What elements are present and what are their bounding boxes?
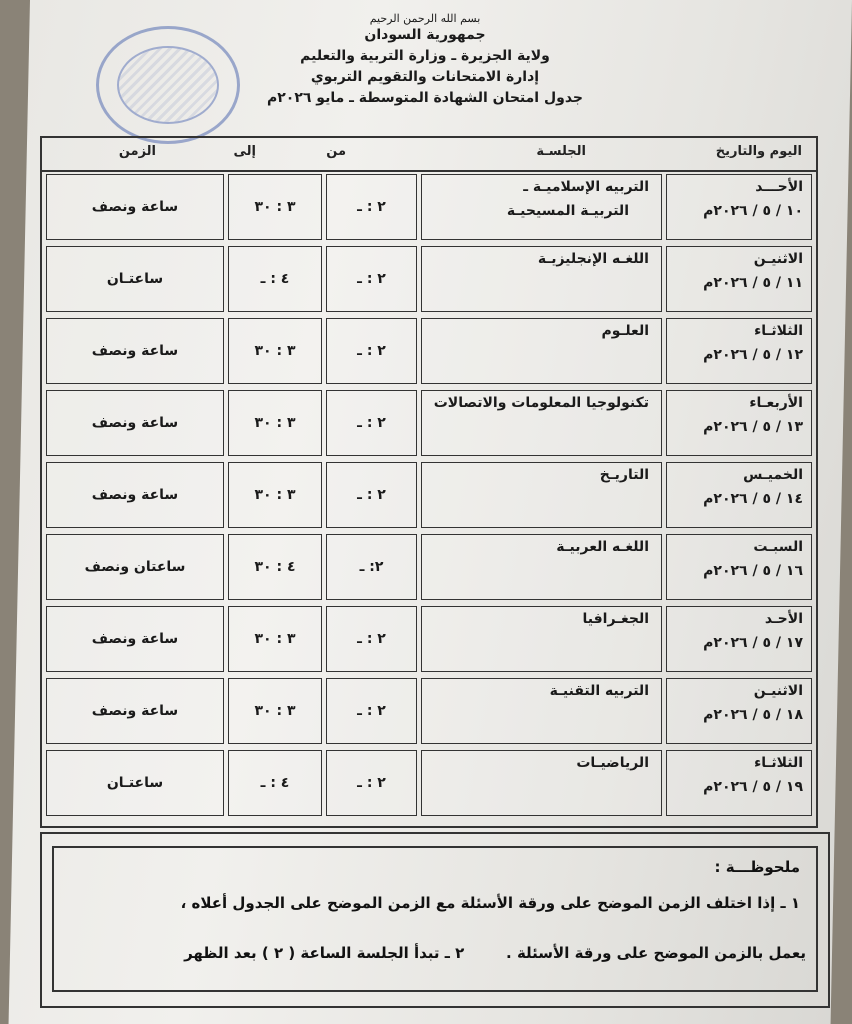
duration-cell	[46, 390, 224, 456]
duration: ساعتـان	[106, 271, 164, 287]
duration: ساعة ونصف	[91, 703, 179, 719]
to-cell	[228, 246, 322, 312]
day-date-cell	[666, 462, 812, 528]
subject-name: الجغـرافيا	[582, 611, 649, 627]
day-name: الأربعـاء	[749, 395, 803, 411]
from-cell	[326, 462, 417, 528]
subject-block	[550, 679, 649, 703]
exam-date: ١٠ / ٥ / ٢٠٢٦م	[703, 203, 803, 219]
duration: ساعة ونصف	[91, 415, 179, 431]
day-date-cell	[666, 750, 812, 816]
duration: ساعة ونصف	[91, 343, 179, 359]
country-name: جمهورية السودان	[364, 27, 486, 43]
exam-date: ١٩ / ٥ / ٢٠٢٦م	[703, 779, 803, 795]
duration-cell	[46, 462, 224, 528]
duration: ساعة ونصف	[91, 487, 179, 503]
ministry-name: ولاية الجزيرة ـ وزارة التربية والتعليم	[300, 48, 550, 64]
session-cell	[421, 318, 662, 384]
session-cell	[421, 750, 662, 816]
exam-date: ١٢ / ٥ / ٢٠٢٦م	[703, 347, 803, 363]
exam-schedule-table	[40, 136, 818, 828]
column-session: الجلسـة	[536, 144, 586, 159]
subject-name: التربيه الإسلاميـة ـ	[523, 179, 649, 195]
session-cell	[421, 174, 662, 240]
duration: ساعة ونصف	[91, 631, 179, 647]
exam-date: ١٧ / ٥ / ٢٠٢٦م	[703, 635, 803, 651]
subject-block	[583, 607, 649, 631]
day-name: الأحـــد	[755, 179, 803, 195]
document-header	[250, 12, 600, 109]
start-time: ٢ : ـ	[357, 487, 386, 503]
from-cell	[326, 750, 417, 816]
day-date-cell	[666, 534, 812, 600]
start-time: ٢ : ـ	[357, 631, 386, 647]
day-date-cell	[666, 246, 812, 312]
notes-box	[40, 832, 830, 1008]
start-time: ٢ : ـ	[357, 199, 386, 215]
subject-name: التاريـخ	[599, 467, 649, 483]
table-row	[42, 606, 816, 672]
session-cell	[421, 606, 662, 672]
subject-block	[507, 175, 649, 223]
day-name: الثلاثـاء	[754, 323, 803, 339]
end-time: ٣ : ٣٠	[254, 703, 296, 719]
duration-cell	[46, 678, 224, 744]
subject-block	[576, 751, 649, 775]
duration-cell	[46, 174, 224, 240]
to-cell	[228, 750, 322, 816]
start-time: ٢ : ـ	[357, 271, 386, 287]
subject-block	[434, 391, 649, 415]
department-name: إدارة الامتحانات والتقويم التربوي	[310, 69, 540, 85]
subject-block	[602, 319, 650, 343]
day-date-cell	[666, 678, 812, 744]
table-row	[42, 390, 816, 456]
to-cell	[228, 462, 322, 528]
session-cell	[421, 246, 662, 312]
day-name: الاثنيـن	[753, 683, 803, 699]
day-name: الثلاثـاء	[754, 755, 803, 771]
subject-name: اللغـه الإنجليزيـة	[537, 251, 649, 267]
column-to: إلى	[233, 144, 256, 159]
column-from: من	[326, 144, 346, 159]
exam-date: ١٦ / ٥ / ٢٠٢٦م	[703, 563, 803, 579]
subject-name: الرياضيـات	[576, 755, 649, 771]
day-name: الخميـس	[743, 467, 803, 483]
duration: ساعتان ونصف	[84, 559, 186, 575]
end-time: ٣ : ٣٠	[254, 343, 296, 359]
duration: ساعتـان	[106, 775, 164, 791]
duration: ساعة ونصف	[91, 199, 179, 215]
table-row	[42, 462, 816, 528]
end-time: ٣ : ٣٠	[254, 199, 296, 215]
day-name: الأحـد	[764, 611, 803, 627]
note-line-2a: يعمل بالزمن الموضح على ورقة الأسئلة .	[506, 944, 806, 962]
end-time: ٤ : ـ	[260, 271, 290, 287]
end-time: ٣ : ٣٠	[254, 487, 296, 503]
session-cell	[421, 678, 662, 744]
day-date-cell	[666, 390, 812, 456]
to-cell	[228, 534, 322, 600]
end-time: ٤ : ٣٠	[254, 559, 296, 575]
from-cell	[326, 534, 417, 600]
subject-name: اللغـه العربيـة	[556, 539, 649, 555]
to-cell	[228, 174, 322, 240]
duration-cell	[46, 534, 224, 600]
official-stamp-icon	[96, 26, 240, 144]
subject-block	[538, 247, 649, 271]
exam-date: ١٤ / ٥ / ٢٠٢٦م	[703, 491, 803, 507]
day-date-cell	[666, 318, 812, 384]
table-row	[42, 750, 816, 816]
end-time: ٤ : ـ	[260, 775, 290, 791]
session-cell	[421, 390, 662, 456]
subject-name: التربيه التقنيـة	[549, 683, 649, 699]
duration-cell	[46, 750, 224, 816]
table-row	[42, 678, 816, 744]
subject-name-secondary: التربيـة المسيحيـة	[506, 203, 629, 219]
to-cell	[228, 318, 322, 384]
start-time: ٢ : ـ	[357, 775, 386, 791]
from-cell	[326, 606, 417, 672]
table-row	[42, 534, 816, 600]
start-time: ٢ : ـ	[357, 703, 386, 719]
from-cell	[326, 318, 417, 384]
note-line-1: ١ ـ إذا اختلف الزمن الموضح على ورقة الأسئلة مع الزمن الموضح على الجدول أعلاه ،	[180, 894, 800, 912]
to-cell	[228, 606, 322, 672]
from-cell	[326, 678, 417, 744]
exam-date: ١١ / ٥ / ٢٠٢٦م	[703, 275, 803, 291]
table-row	[42, 246, 816, 312]
day-name: السبـت	[753, 539, 803, 555]
exam-date: ١٣ / ٥ / ٢٠٢٦م	[703, 419, 803, 435]
day-name: الاثنيـن	[753, 251, 803, 267]
note-line-2	[184, 944, 806, 962]
end-time: ٣ : ٣٠	[254, 631, 296, 647]
duration-cell	[46, 606, 224, 672]
to-cell	[228, 678, 322, 744]
day-date-cell	[666, 606, 812, 672]
exam-date: ١٨ / ٥ / ٢٠٢٦م	[703, 707, 803, 723]
subject-block	[600, 463, 649, 487]
start-time: ٢ : ـ	[357, 415, 386, 431]
subject-name: تكنولوجيا المعلومات والاتصالات	[433, 395, 649, 411]
subject-name: العلـوم	[601, 323, 649, 339]
column-duration: الزمن	[118, 144, 156, 159]
day-date-cell	[666, 174, 812, 240]
session-cell	[421, 462, 662, 528]
column-day-date: اليوم والتاريخ	[715, 144, 802, 159]
notes-inner	[52, 846, 818, 992]
session-cell	[421, 534, 662, 600]
table-header	[42, 138, 816, 172]
to-cell	[228, 390, 322, 456]
subject-block	[556, 535, 649, 559]
note-line-2b: ٢ ـ تبدأ الجلسة الساعة ( ٢ ) بعد الظهر	[184, 944, 465, 962]
duration-cell	[46, 318, 224, 384]
from-cell	[326, 246, 417, 312]
start-time: ٢ : ـ	[357, 343, 386, 359]
from-cell	[326, 174, 417, 240]
duration-cell	[46, 246, 224, 312]
end-time: ٣ : ٣٠	[254, 415, 296, 431]
page-title: جدول امتحان الشهادة المتوسطة ـ مايو ٢٠٢٦م	[266, 90, 584, 106]
table-row	[42, 318, 816, 384]
notes-title: ملحوظـــة :	[714, 858, 800, 876]
start-time: ٢: ـ	[359, 559, 384, 575]
basmala: بسم الله الرحمن الرحيم	[369, 12, 481, 25]
from-cell	[326, 390, 417, 456]
table-row	[42, 174, 816, 240]
